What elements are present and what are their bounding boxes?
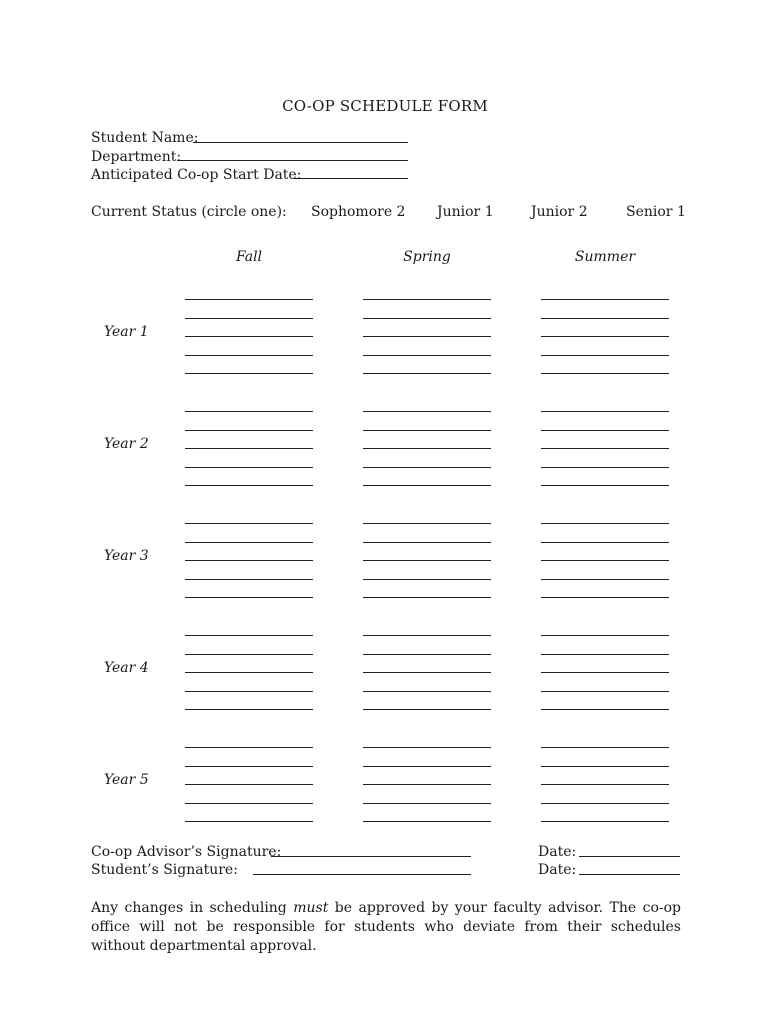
schedule-entry-line-summer[interactable]	[541, 523, 669, 524]
schedule-entry-line-fall[interactable]	[185, 560, 313, 561]
schedule-entry-line-spring[interactable]	[363, 448, 491, 449]
schedule-entry-line-summer[interactable]	[541, 691, 669, 692]
schedule-entry-line-spring[interactable]	[363, 579, 491, 580]
schedule-entry-line-fall[interactable]	[185, 373, 313, 374]
advisor-date-label: Date:	[538, 844, 577, 860]
schedule-entry-line-summer[interactable]	[541, 299, 669, 300]
schedule-entry-line-spring[interactable]	[363, 336, 491, 337]
schedule-entry-line-spring[interactable]	[363, 467, 491, 468]
schedule-entry-line-spring[interactable]	[363, 560, 491, 561]
schedule-entry-line-fall[interactable]	[185, 784, 313, 785]
schedule-entry-line-spring[interactable]	[363, 672, 491, 673]
schedule-entry-line-spring[interactable]	[363, 411, 491, 412]
schedule-entry-line-fall[interactable]	[185, 803, 313, 804]
schedule-entry-line-fall[interactable]	[185, 654, 313, 655]
column-header-spring: Spring	[403, 249, 451, 265]
schedule-entry-line-spring[interactable]	[363, 318, 491, 319]
schedule-entry-line-fall[interactable]	[185, 597, 313, 598]
schedule-entry-line-fall[interactable]	[185, 691, 313, 692]
schedule-entry-line-fall[interactable]	[185, 467, 313, 468]
department-field[interactable]	[177, 160, 408, 161]
schedule-entry-line-fall[interactable]	[185, 766, 313, 767]
notice-text-after: be approved by your faculty advisor. The co-op office will not be responsible for students who deviate from their schedules without departmental approval.	[91, 900, 681, 954]
student-signature-field[interactable]	[253, 874, 471, 875]
schedule-entry-line-spring[interactable]	[363, 485, 491, 486]
schedule-entry-line-fall[interactable]	[185, 318, 313, 319]
form-title: CO-OP SCHEDULE FORM	[282, 97, 488, 115]
schedule-entry-line-fall[interactable]	[185, 430, 313, 431]
schedule-entry-line-fall[interactable]	[185, 299, 313, 300]
status-option-junior-1[interactable]: Junior 1	[437, 204, 494, 220]
schedule-entry-line-fall[interactable]	[185, 523, 313, 524]
schedule-entry-line-summer[interactable]	[541, 579, 669, 580]
schedule-entry-line-spring[interactable]	[363, 709, 491, 710]
schedule-entry-line-spring[interactable]	[363, 766, 491, 767]
schedule-entry-line-spring[interactable]	[363, 373, 491, 374]
schedule-entry-line-spring[interactable]	[363, 542, 491, 543]
advisor-signature-field[interactable]	[271, 856, 471, 857]
schedule-entry-line-fall[interactable]	[185, 635, 313, 636]
schedule-entry-line-summer[interactable]	[541, 430, 669, 431]
notice-text-before: Any changes in scheduling	[91, 900, 294, 916]
approval-notice	[91, 899, 681, 956]
student-name-field[interactable]	[193, 142, 408, 143]
start-date-field[interactable]	[293, 178, 408, 179]
column-header-fall: Fall	[235, 249, 263, 265]
schedule-entry-line-summer[interactable]	[541, 803, 669, 804]
student-signature-label: Student’s Signature:	[91, 862, 238, 878]
schedule-entry-line-fall[interactable]	[185, 579, 313, 580]
schedule-entry-line-spring[interactable]	[363, 784, 491, 785]
schedule-entry-line-fall[interactable]	[185, 709, 313, 710]
schedule-entry-line-spring[interactable]	[363, 654, 491, 655]
schedule-entry-line-summer[interactable]	[541, 672, 669, 673]
schedule-entry-line-summer[interactable]	[541, 318, 669, 319]
year-label: Year 5	[104, 772, 149, 788]
year-label: Year 2	[104, 436, 149, 452]
advisor-signature-label: Co-op Advisor’s Signature:	[91, 844, 282, 860]
schedule-entry-line-summer[interactable]	[541, 411, 669, 412]
schedule-entry-line-spring[interactable]	[363, 803, 491, 804]
schedule-entry-line-summer[interactable]	[541, 560, 669, 561]
schedule-entry-line-summer[interactable]	[541, 821, 669, 822]
schedule-entry-line-fall[interactable]	[185, 821, 313, 822]
schedule-entry-line-summer[interactable]	[541, 766, 669, 767]
schedule-entry-line-summer[interactable]	[541, 709, 669, 710]
schedule-entry-line-summer[interactable]	[541, 355, 669, 356]
schedule-entry-line-summer[interactable]	[541, 597, 669, 598]
department-label: Department:	[91, 149, 182, 165]
year-label: Year 1	[104, 324, 149, 340]
schedule-entry-line-fall[interactable]	[185, 448, 313, 449]
status-label: Current Status (circle one):	[91, 204, 287, 220]
student-date-field[interactable]	[579, 874, 680, 875]
schedule-entry-line-spring[interactable]	[363, 523, 491, 524]
schedule-entry-line-fall[interactable]	[185, 672, 313, 673]
schedule-entry-line-summer[interactable]	[541, 467, 669, 468]
student-name-label: Student Name:	[91, 130, 199, 146]
student-date-label: Date:	[538, 862, 577, 878]
schedule-entry-line-fall[interactable]	[185, 542, 313, 543]
schedule-entry-line-summer[interactable]	[541, 747, 669, 748]
schedule-entry-line-spring[interactable]	[363, 821, 491, 822]
schedule-entry-line-spring[interactable]	[363, 635, 491, 636]
status-option-sophomore-2[interactable]: Sophomore 2	[311, 204, 406, 220]
column-header-summer: Summer	[574, 249, 636, 265]
advisor-date-field[interactable]	[579, 856, 680, 857]
schedule-entry-line-fall[interactable]	[185, 485, 313, 486]
schedule-entry-line-spring[interactable]	[363, 299, 491, 300]
schedule-entry-line-summer[interactable]	[541, 336, 669, 337]
schedule-entry-line-fall[interactable]	[185, 747, 313, 748]
notice-emphasis: must	[293, 900, 329, 916]
schedule-entry-line-fall[interactable]	[185, 355, 313, 356]
schedule-entry-line-summer[interactable]	[541, 485, 669, 486]
schedule-entry-line-fall[interactable]	[185, 411, 313, 412]
schedule-entry-line-spring[interactable]	[363, 597, 491, 598]
schedule-entry-line-summer[interactable]	[541, 373, 669, 374]
schedule-entry-line-summer[interactable]	[541, 784, 669, 785]
schedule-entry-line-summer[interactable]	[541, 448, 669, 449]
schedule-entry-line-spring[interactable]	[363, 430, 491, 431]
schedule-entry-line-spring[interactable]	[363, 691, 491, 692]
schedule-entry-line-summer[interactable]	[541, 542, 669, 543]
status-option-senior-1[interactable]: Senior 1	[626, 204, 686, 220]
start-date-label: Anticipated Co-op Start Date:	[91, 167, 302, 183]
year-label: Year 4	[104, 660, 149, 676]
status-option-junior-2[interactable]: Junior 2	[531, 204, 588, 220]
year-label: Year 3	[104, 548, 149, 564]
schedule-entry-line-summer[interactable]	[541, 635, 669, 636]
schedule-entry-line-spring[interactable]	[363, 747, 491, 748]
schedule-entry-line-spring[interactable]	[363, 355, 491, 356]
schedule-entry-line-summer[interactable]	[541, 654, 669, 655]
schedule-entry-line-fall[interactable]	[185, 336, 313, 337]
